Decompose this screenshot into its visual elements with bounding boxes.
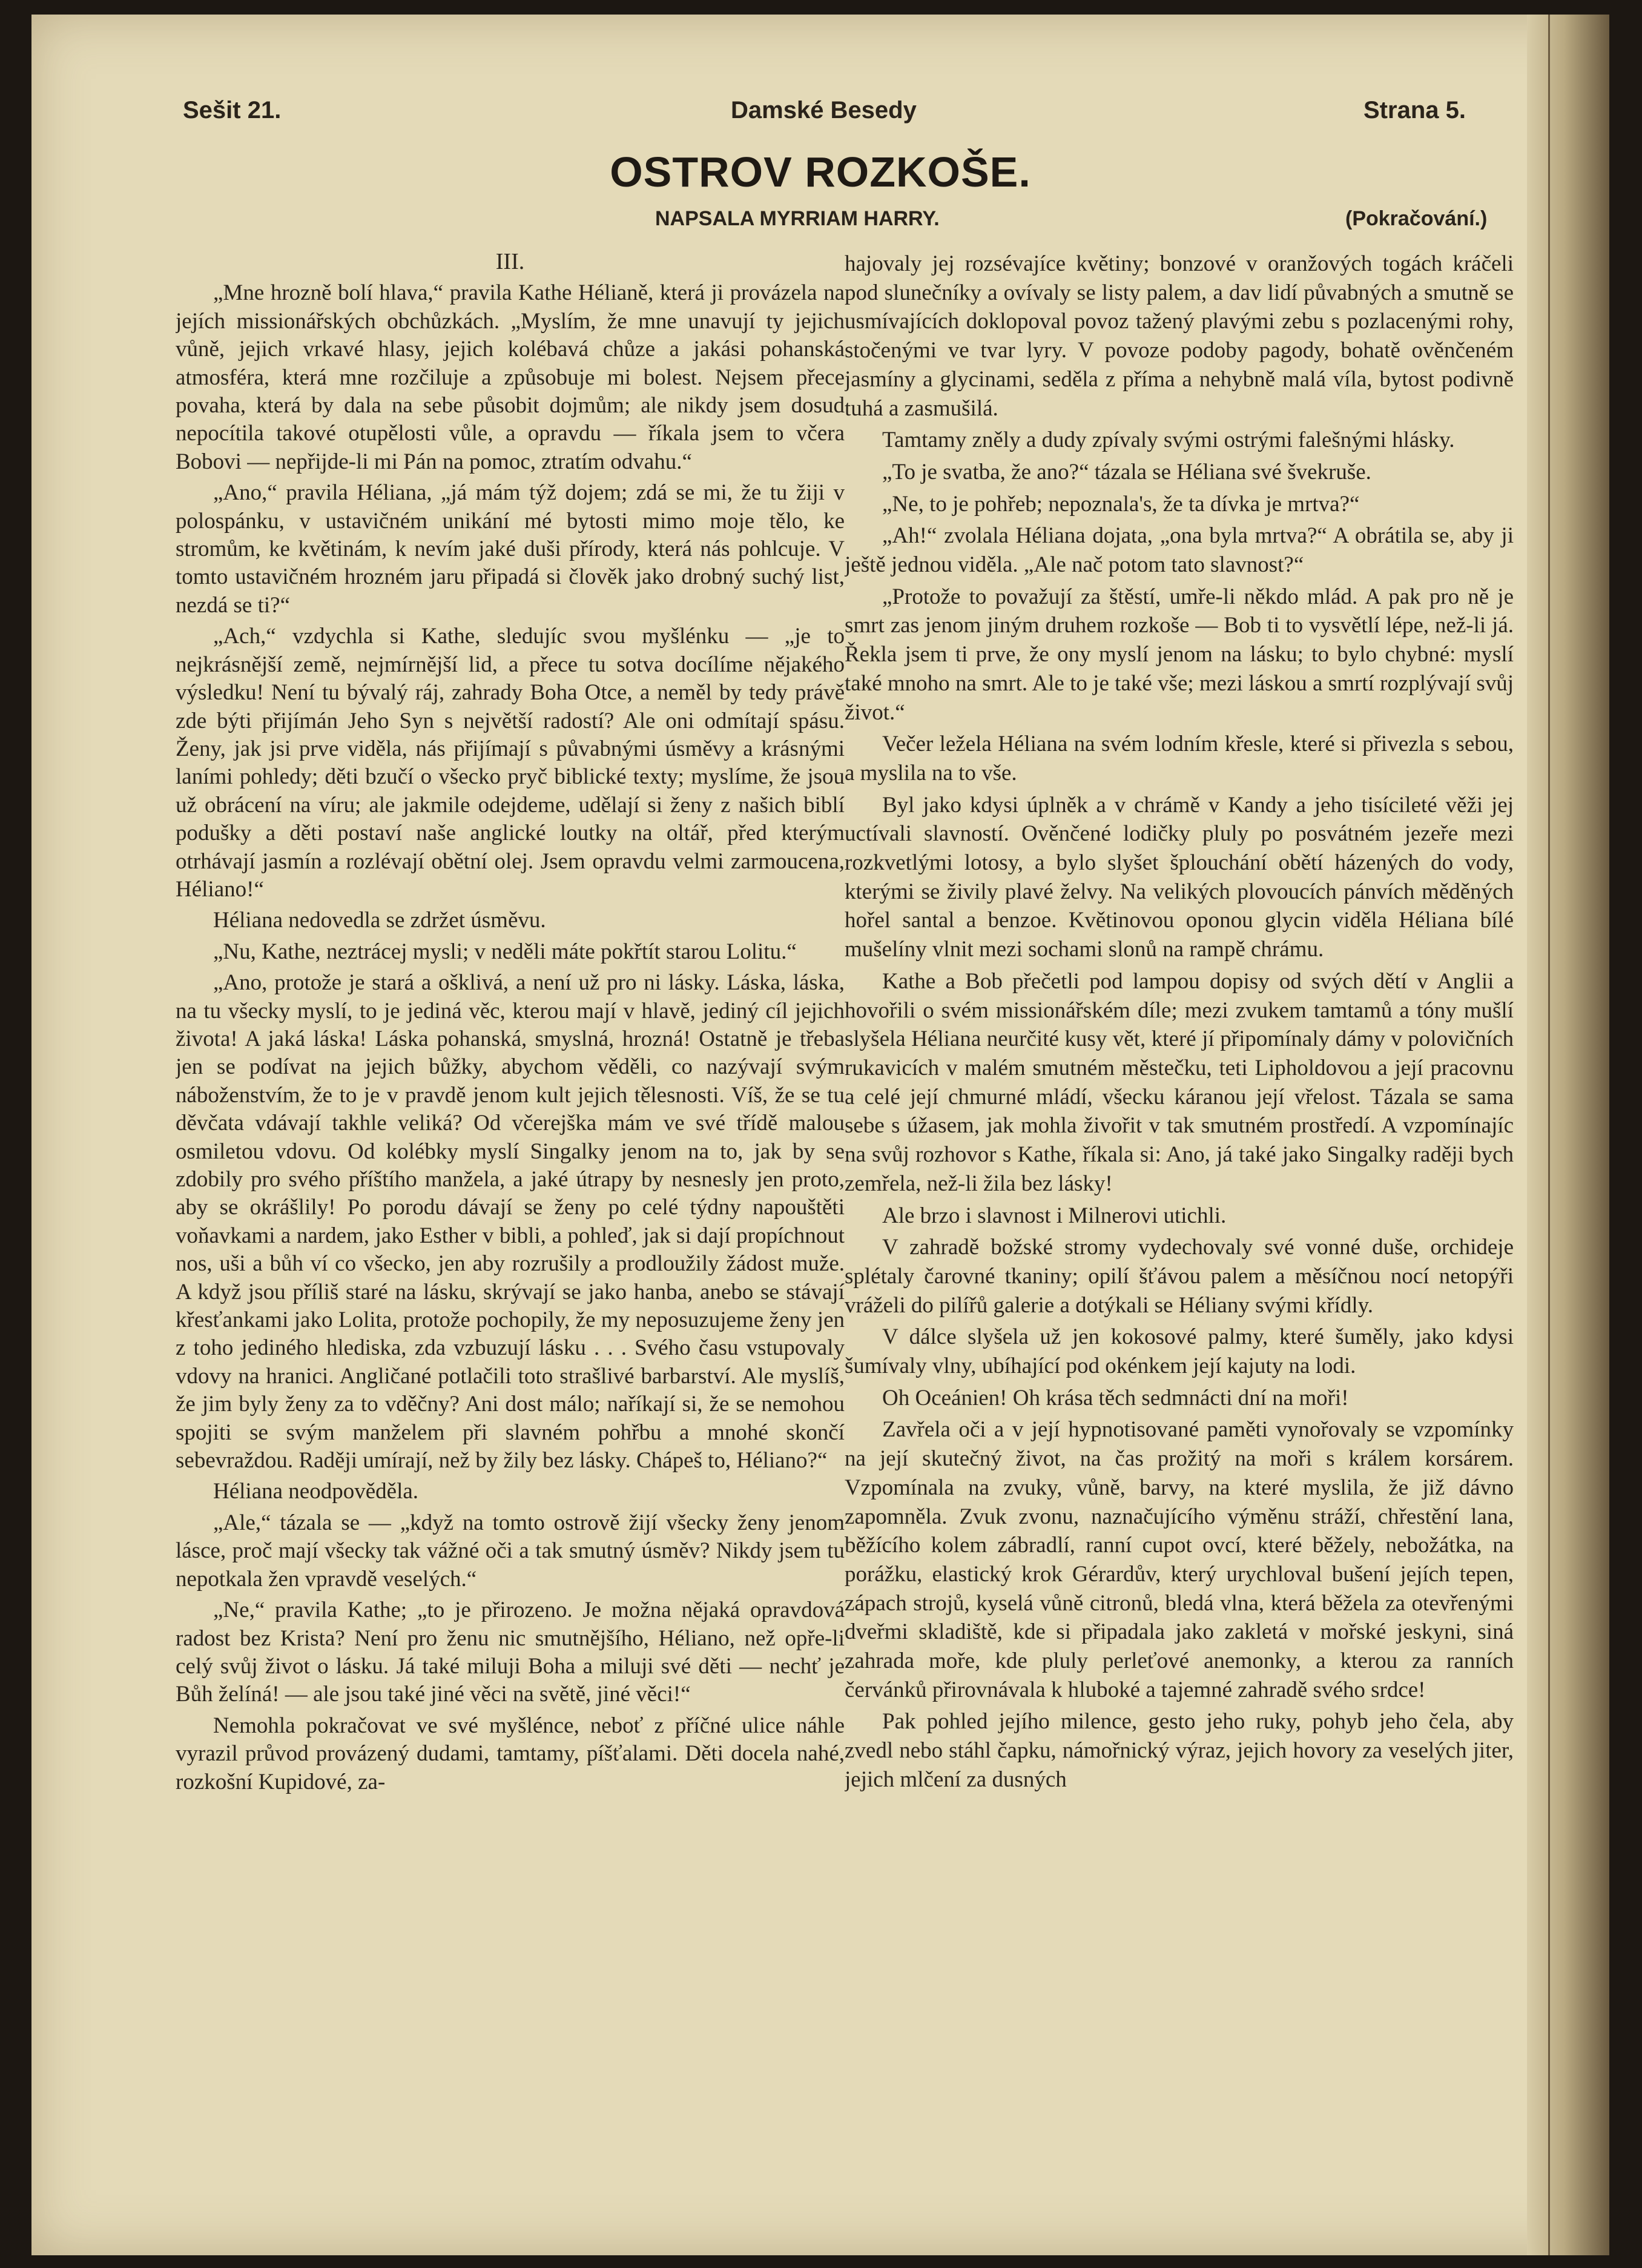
article-author: NAPSALA MYRRIAM HARRY.: [655, 207, 940, 230]
paragraph: „Ano, protože je stará a ošklivá, a není už pro ni lásky. Láska, láska, na tu všecky myslí, to je jediná věc, kterou mají v hlavě, jediný cíl jejich života! A jaká láska! Láska pohanská, smyslná, hrozná! Ostatně je třeba jen se podívat na jejich bůžky, abychom věděli, co nazývají svým náboženstvím, že to je v pravdě jenom kult jejich tělesnosti. Víš, že se tu děvčata vdávají takhle veliká? Od včerejška mám ve své třídě malou osmiletou vdovu. Od kolébky myslí Singalky jenom na to, jak by se zdobily pro svého příštího manžela, a jaké útrapy by nesnesly jen proto, aby se okrášlily! Po porodu dávají se ženy po celé týdny napouštěti voňavkami a nardem, jako Esther v bibli, a pohleď, jak si dají propíchnout nos, uši a bůh ví co všecko, jen aby rozrušily a prodloužily žádost muže. A když jsou příliš staré na lásku, skrývají se jako hanba, anebo se stávají křesťankami jako Lolita, protože pochopily, že my neposuzujeme ženy jen z toho jediného hlediska, zda vzbuzují lásku . . . Svého času vstupovaly vdovy na hranici. Angličané potlačili toto strašlivé barbarství. Ale myslíš, že jim byly ženy za to vděčny? Ani dost málo; naříkají si, že se nemohou spojiti se svým manželem při slavném pohřbu a mnohé skončí sebevraždou. Raději umírají, než by žily bez lásky. Chápeš to, Héliano?“: [176, 970, 845, 1473]
paragraph: Pak pohled jejího milence, gesto jeho ruky, pohyb jeho čela, aby zvedl nebo stáhl čapku, námořnický výraz, jejich hovory za veselých jiter, jejich mlčení za dusných: [845, 1709, 1514, 1792]
paragraph: „Nu, Kathe, neztrácej mysli; v neděli máte pokřtít starou Lolitu.“: [213, 939, 797, 964]
paragraph: „Ne,“ pravila Kathe; „to je přirozeno. Je možna nějaká opravdová radost bez Krista? Není pro ženu nic smutnějšího, Héliano, než opře-li celý svůj život o lásku. Já také miluji Boha a miluji své děti — nechť je Bůh želíná! — ale jsou také jiné věci na světě, jiné věci!“: [176, 1598, 845, 1707]
paragraph: Tamtamy zněly a dudy zpívaly svými ostrými falešnými hlásky.: [882, 428, 1455, 453]
paragraph: „Ach,“ vzdychla si Kathe, sledujíc svou myšlénku — „je to nejkrásnější země, nejmírnější lid, a přece tu sotva docílíme nějakého výsledku! Není tu bývalý ráj, zahrady Boha Otce, a neměl by tedy právě zde býti přijímán Jeho Syn s největší radostí? Ale oni odmítají spásu. Ženy, jak jsi prve viděla, nás přijímají s půvabnými úsměvy a krásnými laními pohledy; děti bzučí o všecko pryč biblické texty; myslíme, že jsou už obrácení na víru; ale jakmile odejdeme, udělají si ženy z našich biblí podušky a děti postaví naše anglické loutky na oltář, před kterým otrhávají jasmín a rozlévají obětní olej. Jsem opravdu velmi zarmoucena, Héliano!“: [176, 624, 845, 902]
page-sheet: [31, 15, 1609, 2255]
book-spine: [1527, 15, 1609, 2255]
spine-edge: [1548, 15, 1550, 2255]
article-title: OSTROV ROZKOŠE.: [610, 148, 1031, 196]
paragraph: Večer ležela Héliana na svém lodním křesle, které si přivezla s sebou, a myslila na to vše.: [845, 732, 1514, 785]
paragraph: hajovaly jej rozsévajíce květiny; bonzové v oranžových togách kráčeli pod slunečníky a ovívaly se listy palem, a dav lidí půvabných a smutně se usmívajících doklopoval povoz tažený plavými zebu s pozlacenými rohy, stočenými ve tvar lyry. V povoze podoby pagody, bohatě ověnčeném jasmíny a glycinami, seděla z přímа a nehybně malá víla, bytost podivně tuhá a zasmušilá.: [845, 251, 1514, 421]
continued-note: (Pokračování.): [1345, 207, 1488, 230]
paragraph: Kathe a Bob přečetli pod lampou dopisy od svých dětí v Anglii a hovořili o svém missionářském díle; mezi zvukem tamtamů a tóny mušlí slyšela Héliana neurčité kusy vět, které jí připomínaly dámy v polovičních rukavicích v malém smutném městečku, teti Lipholdovou a její pracovnu a celé její chmurné mládí, všecku káranou její vřelost. Tázala se sama sebe s úžasem, jak mohla živořit v tak smutném prostředí. A vzpomínajíc na svůj rozhovor s Kathe, říkala si: Ano, já také jako Singalky raději bych zemřela, než-li žila bez lásky!: [845, 968, 1514, 1196]
paragraph: V dálce slyšela už jen kokosové palmy, které šuměly, jako kdysi šumívaly vlny, ubíhající pod okénkem její kajuty na lodi.: [845, 1324, 1514, 1379]
paragraph: V zahradě božské stromy vydechovaly své vonné duše, orchideje splétaly čarovné tkaniny; opilí šťávou palem a měsíčnou nocí netopýři vráželi do pilířů galerie a dotýkali se Héliany svými křídly.: [845, 1235, 1514, 1318]
paragraph: Héliana neodpověděla.: [213, 1479, 419, 1504]
running-head: [31, 86, 1609, 134]
page-number: Strana 5.: [1363, 97, 1466, 124]
right-column: [845, 250, 1514, 2218]
paragraph: Oh Oceánien! Oh krása těch sedmnácti dní na moři!: [882, 1385, 1349, 1410]
paragraph: Ale brzo i slavnost i Milnerovi utichli.: [882, 1203, 1227, 1228]
paragraph: Héliana nedovedla se zdržet úsměvu.: [213, 908, 546, 933]
paragraph: Byl jako kdysi úplněk a v chrámě v Kandy a jeho tisícileté věži jej uctívali slavností. Ověnčené lodičky pluly po posvátném jezeře mezi rozkvetlými lotosy, a bylo slyšet šplouchání obětí házených do vody, kterými se živily plavé želvy. Na velikých plovoucích pánvích měděných hořel santal a benzoe. Květinovou oponou glycin viděla Héliana bílé mušelíny vlnit mezi sochami slonů na rampě chrámu.: [845, 792, 1514, 962]
paragraph: „Ne, to je pohřeb; nepoznala's, že ta dívka je mrtva?“: [882, 491, 1360, 517]
paragraph: „Ano,“ pravila Héliana, „já mám týž dojem; zdá se mi, že tu žiji v polospánku, v ustavičném unikání mé bytosti mimo moje tělo, ke stromům, ke květinám, k nevím jaké duši přírody, která nás pohlcuje. V tomto ustavičném hrozném jaru připadá si člověk jako drobný suchý list, nezdá se ti?“: [176, 480, 845, 618]
paragraph: „Ale,“ tázala se — „když na tomto ostrově žijí všecky ženy jenom lásce, proč mají všecky tak vážné oči a tak smutný úsměv? Nikdy jsem tu nepotkala žen vpravdě veselých.“: [176, 1510, 845, 1592]
left-column: [176, 248, 845, 2216]
magazine-title: Damské Besedy: [731, 97, 917, 124]
paragraph: „Protože to považují za štěstí, umře-li někdo mlád. A pak pro ně je smrt zas jenom jiným druhem rozkoše — Bob ti to vysvětlí lépe, než-li já. Řekla jsem ti prve, že ony myslí jenom na lásku; to bylo chybné: myslí také mnoho na smrt. Ale to je také vše; mezi láskou a smrtí rozplývají svůj život.“: [845, 584, 1514, 725]
paragraph: „Ah!“ zvolala Héliana dojata, „ona byla mrtva?“ A obrátila se, aby ji ještě jednou viděla. „Ale nač potom tato slavnost?“: [845, 523, 1514, 578]
issue-number: Sešit 21.: [183, 97, 282, 124]
section-number: III.: [495, 249, 525, 274]
paragraph: Zavřela oči a v její hypnotisované paměti vynořovaly se vzpomínky na její skutečný život, na čas prožitý na moři s králem korsárem. Vzpomínala na zvuky, vůně, barvy, na které myslila, že již dávno zapomněla. Zvuk zvonu, naznačujícího výměnu stráží, chřestění lana, běžícího kolem zábradlí, ranní cupot ovcí, které běžely, nebožátka, na porážku, elastický krok Gérardův, který urychloval bušení jejích tepen, zápach strojů, kyselá vůně citronů, bledá vlna, která běžela za otevřenými dveřmi skladiště, kde si připadala jako zakletá v mořské jeskyni, siná zahrada moře, kde pluly perleťové anemonky, a kterou za ranních červánků přirovnávala k hluboké a tajemné zahradě svého srdce!: [845, 1417, 1514, 1702]
paragraph: „To je svatba, že ano?“ tázala se Héliana své švekruše.: [882, 459, 1371, 484]
paragraph: Nemohla pokračovat ve své myšlénce, neboť z příčné ulice náhle vyrazil průvod provázený dudami, tamtamy, píšťalami. Děti docela nahé, rozkošní Kupidové, za-: [176, 1713, 845, 1794]
paragraph: „Mne hrozně bolí hlava,“ pravila Kathe Hélianě, která ji provázela na jejích missionářských obchůzkách. „Myslím, že mne unavují ty jejich vůně, jejich vrkavé hlasy, jejich kolébavá chůze a jakási pohanská atmosféra, která mne rozčiluje a způsobuje mi bolest. Nejsem přece povaha, která by dala na sebe působit dojmům; ale nikdy jsem dosud nepocítila takové otupělosti vůle, a opravdu — říkala jsem to včera Bobovi — nepřijde-li mi Pán na pomoc, ztratím odvahu.“: [176, 280, 845, 474]
